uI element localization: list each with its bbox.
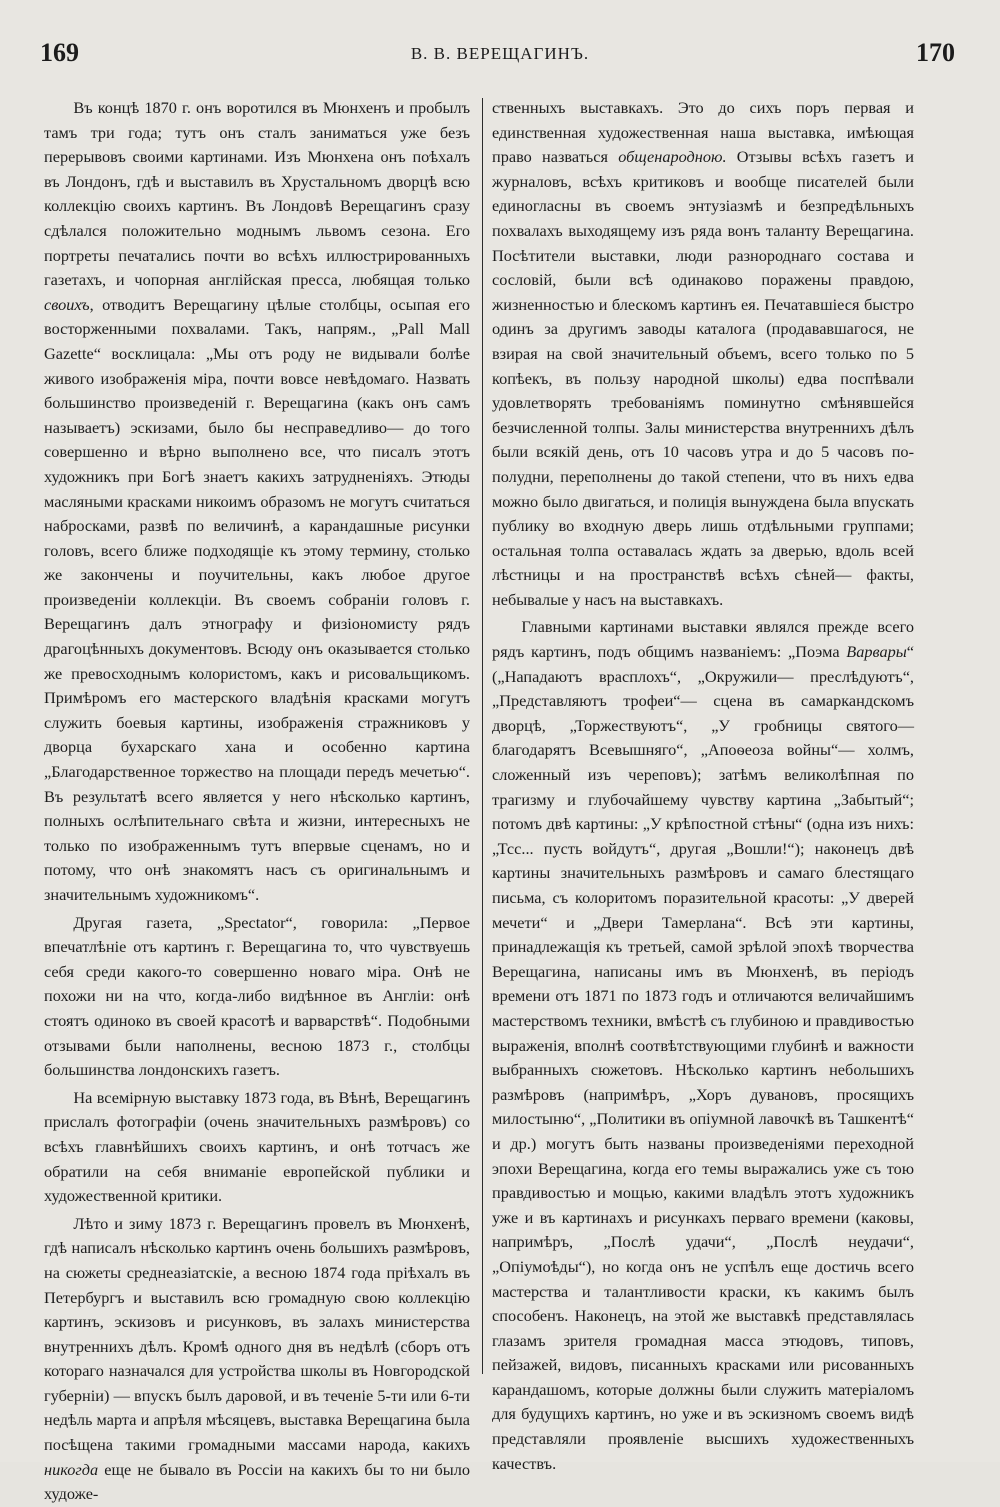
paragraph: ственныхъ выставкахъ. Это до сихъ поръ первая и единственная художественная наша выставка, имѣющая право назваться общенародною. Отзывы всѣхъ газетъ и журналовъ, всѣхъ критиковъ и вообще писателей были единогласны въ своемъ энтузіазмѣ и безпредѣльныхъ похвалахъ выходящему изъ ряда вонъ таланту Верещагина. Посѣтители выставки, люди разнороднаго состава и сословій, были всѣ одинаково поражены правдою, жизненностью и блескомъ картинъ ея. Печатавшіеся быстро одинъ за другимъ заводы каталога (продававшагося, не взирая на свой значительный объемъ, всего только по 5 копѣекъ, въ пользу народной школы) едва поспѣвали удовлетворять требованіямъ поминутно смѣнявшейся безчисленной толпы. Залы министерства внутреннихъ дѣлъ были всякій день, отъ 10 часовъ утра и до 5 часовъ по-полудни, переполнены до такой степени, что въ нихъ едва можно было двигаться, и полиція вынуждена была впускать публику во входную дверь лишь отдѣльными группами; остальная толпа оставалась ждать за дверью, вдоль всей лѣстницы и на пространствѣ всѣхъ сѣней— факты, небывалые у насъ на выставкахъ. bbox=[492, 98, 914, 609]
paragraph: На всемірную выставку 1873 года, въ Вѣнѣ, Верещагинъ прислалъ фотографіи (очень значительныхъ размѣровъ) со всѣхъ главнѣйшихъ своихъ картинъ, и онѣ тотчасъ же обратили на себя вниманіе европейской публики и художественной критики. bbox=[44, 1087, 470, 1206]
column-divider bbox=[482, 98, 483, 1374]
page-number-right: 170 bbox=[916, 38, 955, 67]
running-title: В. В. ВЕРЕЩАГИНЪ. bbox=[410, 44, 590, 63]
paragraph: Въ концѣ 1870 г. онъ воротился въ Мюнхенъ и пробылъ тамъ три года; тутъ онъ сталъ заниматься уже безъ перерывовъ своими картинами. Изъ Мюнхена онъ поѣхалъ въ Лондонъ, гдѣ и выставилъ въ Хрустальномъ дворцѣ всю коллекцію своихъ картинъ. Въ Лондовѣ Верещагинъ сразу сдѣлался положительно моднымъ львомъ сезона. Его портреты печатались почти во всѣхъ иллюстрированныхъ газетахъ, и чопорная англійская пресса, любящая только своихъ, отводитъ Верещагину цѣлые столбцы, осыпая его восторженными похвалами. Такъ, напрям., „Pall Mall Gazette“ восклицала: „Мы отъ роду не видывали болѣе живого изображенія міра, почти вовсе невѣдомаго. Назвать большинство произведеній г. Верещагина (какъ онъ самъ называетъ) эскизами, было бы несправедливо— до того совершенно и вѣрно выполнено все, что писалъ этотъ художникъ при Богѣ знаетъ какихъ затрудненіяхъ. Этюды масляными красками никоимъ образомъ не могутъ считаться набросками, развѣ по величинѣ, а карандашные рисунки головъ, всего ближе подходящіе къ этому термину, столько же закончены и поучительны, какъ любое другое произведеніи коллекціи. Въ своемъ собраніи головъ г. Верещагинъ далъ этнографу и физіономисту рядъ драгоцѣнныхъ документовъ. Всюду онъ оказывается столько же превосходнымъ колористомъ, какъ и рисовальщикомъ. Примѣромъ его мастерского владѣнія красками могутъ служить боевыя картины, изображенія стражниковъ у дворца бухарскаго хана и особенно картина „Благодарственное торжество на площади передъ мечетью“. Въ результатѣ всего является у него нѣсколько картинъ, полныхъ ослѣпительнаго свѣта и жизни, интересныхъ не только по изображеннымъ тутъ впервые сценамъ, но и потому, что онѣ знакомятъ насъ съ оригинальнымъ и значительнымъ художникомъ“. bbox=[44, 98, 470, 904]
paragraph: Главными картинами выставки являлся прежде всего рядъ картинъ, подъ общимъ названіемъ: „Поэма Варвары“ („Нападаютъ врасплохъ“, „Окружили— преслѣдуютъ“, „Представляютъ трофеи“— сцена въ самаркандскомъ дворцѣ, „Торжествуютъ“, „У гробницы святого—благодарятъ Всевышняго“, „Апоѳеоза войны“— холмъ, сложенный изъ череповъ); затѣмъ великолѣпная по трагизму и глубочайшему чувству картина „Забытый“; потомъ двѣ картины: „У крѣпостной стѣны“ (одна изъ нихъ: „Тсс... пусть войдутъ“, другая „Вошли!“); наконецъ двѣ картины значительныхъ размѣровъ и самаго блестящаго письма, съ колоритомъ поразительной красоты: „У дверей мечети“ и „Двери Тамерлана“. Всѣ эти картины, принадлежащія къ третьей, самой зрѣлой эпохѣ творчества Верещагина, написаны имъ въ Мюнхенѣ, въ періодъ времени отъ 1871 по 1873 годъ и отличаются величайшимъ мастерствомъ техники, вмѣстѣ съ глубиною и правдивостью выраженія, вполнѣ соотвѣтствующими глубинѣ и важности выбранныхъ сюжетовъ. Нѣсколько картинъ небольшихъ размѣровъ (напримѣръ, „Хоръ дувановъ, просящихъ милостыню“, „Политики въ опіумной лавочкѣ въ Ташкентѣ“ и др.) могутъ быть названы произведеніями переходной эпохи Верещагина, когда его темы выражались уже съ тою правдивостью и мощью, какими владѣлъ этотъ художникъ уже и въ картинахъ и рисункахъ перваго времени (каковы, напримѣръ, „Послѣ удачи“, „Послѣ неудачи“, „Опіумоѣды“), но когда онъ не успѣлъ еще достичь всего мастерства и талантливости краски, къ какимъ былъ способенъ. Наконецъ, на этой же выставкѣ представлялась глазамъ зрителя громадная масса этюдовъ, типовъ, пейзажей, видовъ, писанныхъ красками или рисованныхъ карандашомъ, которые должны были служить матеріаломъ для будущихъ картинъ, но уже и въ эскизномъ своемъ видѣ представляли проявленіе высшихъ художественныхъ качествъ. bbox=[492, 617, 914, 1473]
left-column bbox=[44, 96, 470, 1504]
right-column bbox=[492, 96, 914, 1473]
paragraph: Другая газета, „Spectator“, говорила: „Первое впечатлѣніе отъ картинъ г. Верещагина то, что чувствуешь себя среди какого-то совершенно новаго міра. Онѣ не похожи ни на что, когда-либо видѣнное въ Англіи: онѣ стоятъ одиноко въ своей красотѣ и варварствѣ“. Подобными отзывами были наполнены, весною 1873 г., столбцы большинства лондонскихъ газетъ. bbox=[44, 912, 470, 1080]
page-number-left: 169 bbox=[40, 38, 79, 67]
paragraph: Лѣто и зиму 1873 г. Верещагинъ провелъ въ Мюнхенѣ, гдѣ написалъ нѣсколько картинъ очень большихъ размѣровъ, на сюжеты среднеазіатскіе, а весною 1874 года пріѣхалъ въ Петербургъ и выставилъ всю громадную свою коллекцію картинъ, эскизовъ и рисунковъ, въ залахъ министерства внутреннихъ дѣлъ. Кромѣ одного дня въ недѣлѣ (сборъ отъ котораго назначался для устройства школы въ Новгородской губерніи) — впускъ былъ даровой, и въ теченіе 5-ти или 6-ти недѣль марта и апрѣля мѣсяцевъ, выставка Верещагина была посѣщена такими громадными массами народа, какихъ никогда еще не бывало въ Россіи на какихъ бы то ни было художе- bbox=[44, 1213, 470, 1504]
page-header bbox=[40, 38, 960, 78]
